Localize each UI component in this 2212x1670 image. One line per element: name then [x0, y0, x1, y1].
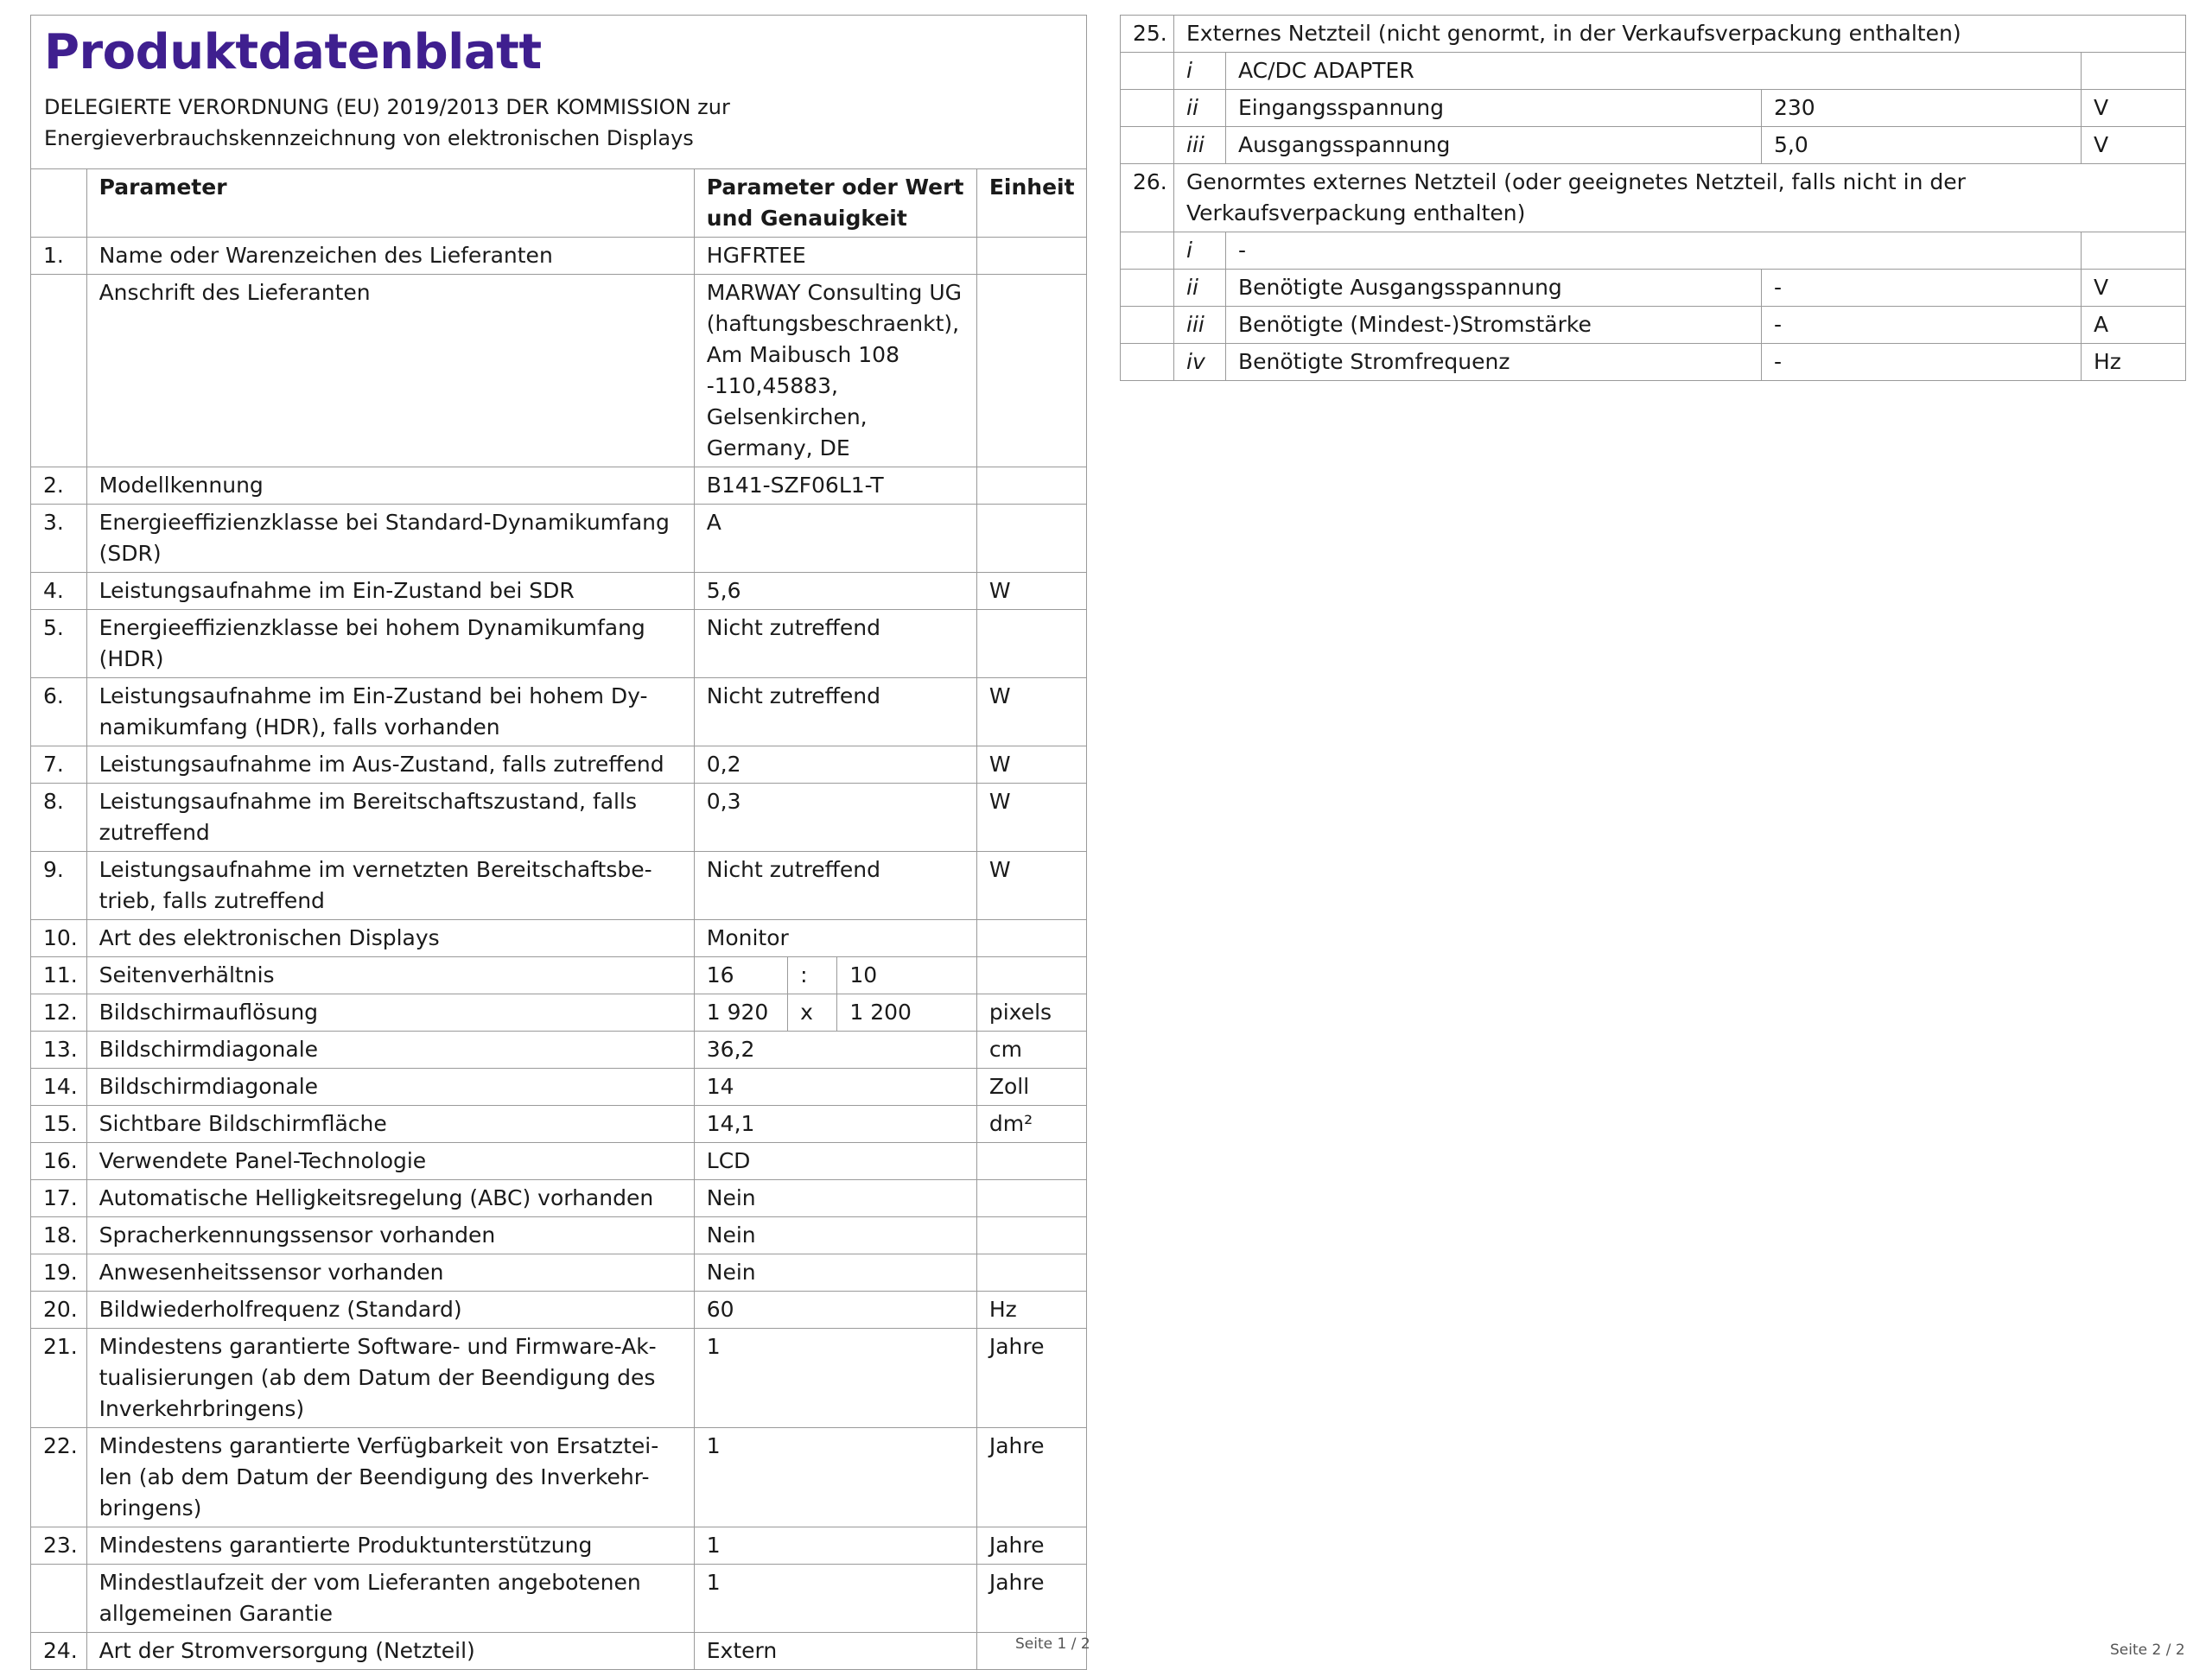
parameter-unit — [976, 920, 1086, 957]
table-row — [31, 1527, 1087, 1565]
parameter-value: Nicht zutreffend — [694, 610, 976, 678]
parameter-label: Mindestlaufzeit der vom Lieferanten angebotenen allgemeinen Garantie — [86, 1565, 694, 1633]
sub-item-number: iii — [1174, 307, 1226, 344]
parameter-label: Sichtbare Bildschirmfläche — [86, 1106, 694, 1143]
parameter-label: Bildwiederholfrequenz (Standard) — [86, 1292, 694, 1329]
power-supply-rows — [1121, 16, 2186, 381]
parameter-unit — [976, 467, 1086, 505]
row-number: 24. — [31, 1633, 87, 1670]
row-number: 3. — [31, 505, 87, 573]
parameter-value: A — [694, 505, 976, 573]
parameter-value: 1 — [694, 1428, 976, 1527]
row-number: 22. — [31, 1428, 87, 1527]
parameter-label: Bildschirmdiagonale — [86, 1069, 694, 1106]
table-row — [31, 1633, 1087, 1670]
row-spacer — [1121, 127, 1174, 164]
power-supply-table — [1120, 15, 2186, 381]
row-spacer — [1121, 53, 1174, 90]
parameter-value: 60 — [694, 1292, 976, 1329]
table-row — [31, 678, 1087, 746]
table-row — [31, 573, 1087, 610]
parameter-unit: dm² — [976, 1106, 1086, 1143]
table-row — [31, 994, 1087, 1032]
parameter-label: Mindestens garantierte Verfügbarkeit von Ersatztei-len (ab dem Datum der Beendigung des Inverkehr-bringens) — [86, 1428, 694, 1527]
table-row — [31, 1329, 1087, 1428]
row-number: 2. — [31, 467, 87, 505]
parameter-unit: W — [976, 746, 1086, 784]
sub-item-label: AC/DC ADAPTER — [1226, 53, 2082, 90]
parameter-label: Spracherkennungssensor vorhanden — [86, 1217, 694, 1254]
table-row — [1121, 270, 2186, 307]
table-row — [1121, 232, 2186, 270]
parameter-value: Nein — [694, 1180, 976, 1217]
table-row — [31, 1069, 1087, 1106]
parameter-unit — [976, 238, 1086, 275]
row-number: 18. — [31, 1217, 87, 1254]
row-spacer — [1121, 307, 1174, 344]
sub-item-value: 5,0 — [1762, 127, 2082, 164]
row-number: 10. — [31, 920, 87, 957]
parameter-value: Nicht zutreffend — [694, 678, 976, 746]
sub-item-unit: V — [2082, 90, 2186, 127]
table-row — [31, 920, 1087, 957]
table-row — [1121, 53, 2186, 90]
parameter-label: Verwendete Panel-Technologie — [86, 1143, 694, 1180]
row-number: 20. — [31, 1292, 87, 1329]
sub-item-label: Benötigte (Mindest-)Stromstärke — [1226, 307, 1762, 344]
parameter-label: Energieeffizienzklasse bei hohem Dynamikumfang (HDR) — [86, 610, 694, 678]
value-separator: : — [788, 957, 837, 994]
parameter-unit: W — [976, 573, 1086, 610]
parameter-unit: Jahre — [976, 1565, 1086, 1633]
parameter-unit — [976, 275, 1086, 467]
sub-item-number: iii — [1174, 127, 1226, 164]
row-number: 8. — [31, 784, 87, 852]
sub-item-unit: A — [2082, 307, 2186, 344]
parameter-value: Nein — [694, 1217, 976, 1254]
row-number: 1. — [31, 238, 87, 275]
parameter-label: Leistungsaufnahme im vernetzten Bereitschaftsbe-trieb, falls zutreffend — [86, 852, 694, 920]
table-row — [1121, 90, 2186, 127]
sub-item-label: - — [1226, 232, 2082, 270]
row-number: 11. — [31, 957, 87, 994]
parameter-unit — [976, 505, 1086, 573]
parameter-unit: W — [976, 784, 1086, 852]
row-number: 9. — [31, 852, 87, 920]
value-part-a: 1 920 — [694, 994, 787, 1032]
table-row — [31, 1292, 1087, 1329]
parameter-label: Energieeffizienzklasse bei Standard-Dynamikumfang (SDR) — [86, 505, 694, 573]
parameter-value: 0,2 — [694, 746, 976, 784]
table-row — [31, 852, 1087, 920]
parameter-label: Leistungsaufnahme im Aus-Zustand, falls zutreffend — [86, 746, 694, 784]
table-row — [31, 1254, 1087, 1292]
parameter-unit — [976, 1217, 1086, 1254]
page-number: Seite 2 / 2 — [2110, 1641, 2185, 1659]
value-separator: x — [788, 994, 837, 1032]
section-title: Genormtes externes Netzteil (oder geeignetes Netzteil, falls nicht in der Verkaufsverpackung enthalten) — [1174, 164, 2186, 232]
sub-item-unit — [2082, 53, 2186, 90]
parameter-label: Bildschirmdiagonale — [86, 1032, 694, 1069]
parameter-unit: Jahre — [976, 1329, 1086, 1428]
row-spacer — [1121, 270, 1174, 307]
section-header-row — [1121, 16, 2186, 53]
document-subtitle: DELEGIERTE VERORDNUNG (EU) 2019/2013 DER KOMMISSION zur Energieverbrauchskennzeichnung von elektronischen Displays — [44, 95, 730, 150]
parameter-value: 14,1 — [694, 1106, 976, 1143]
sub-item-number: iv — [1174, 344, 1226, 381]
parameter-value: 14 — [694, 1069, 976, 1106]
parameter-label: Seitenverhältnis — [86, 957, 694, 994]
row-number — [31, 1565, 87, 1633]
page-1 — [0, 0, 1106, 1663]
row-spacer — [1121, 344, 1174, 381]
parameter-unit — [976, 610, 1086, 678]
table-row — [31, 275, 1087, 467]
table-row — [31, 1217, 1087, 1254]
table-row — [31, 1180, 1087, 1217]
table-row — [31, 784, 1087, 852]
value-part-b: 1 200 — [837, 994, 976, 1032]
parameter-label: Leistungsaufnahme im Bereitschaftszustand, falls zutreffend — [86, 784, 694, 852]
section-number: 25. — [1121, 16, 1174, 53]
row-number: 14. — [31, 1069, 87, 1106]
sub-item-unit: Hz — [2082, 344, 2186, 381]
parameter-label: Bildschirmauflösung — [86, 994, 694, 1032]
parameter-value: 1 — [694, 1527, 976, 1565]
parameter-unit: Jahre — [976, 1527, 1086, 1565]
table-row — [31, 238, 1087, 275]
table-row — [31, 467, 1087, 505]
header-unit: Einheit — [976, 169, 1086, 238]
table-row — [31, 610, 1087, 678]
sub-item-value: - — [1762, 307, 2082, 344]
parameter-unit: Zoll — [976, 1069, 1086, 1106]
parameter-value: MARWAY Consulting UG (haftungsbeschraenkt), Am Maibusch 108 -110,45883, Gelsenkirchen, Germany, DE — [694, 275, 976, 467]
sub-item-label: Ausgangsspannung — [1226, 127, 1762, 164]
table-row — [1121, 127, 2186, 164]
table-header-row — [31, 169, 1087, 238]
table-row — [1121, 307, 2186, 344]
parameter-value: HGFRTEE — [694, 238, 976, 275]
row-number: 6. — [31, 678, 87, 746]
parameter-unit — [976, 957, 1086, 994]
sub-item-label: Benötigte Stromfrequenz — [1226, 344, 1762, 381]
parameter-unit: W — [976, 678, 1086, 746]
parameter-value: B141-SZF06L1-T — [694, 467, 976, 505]
table-row — [31, 1143, 1087, 1180]
row-number: 17. — [31, 1180, 87, 1217]
parameter-unit: W — [976, 852, 1086, 920]
sub-item-value: - — [1762, 270, 2082, 307]
parameter-label: Mindestens garantierte Produktunterstützung — [86, 1527, 694, 1565]
table-row — [1121, 344, 2186, 381]
section-title: Externes Netzteil (nicht genormt, in der Verkaufsverpackung enthalten) — [1174, 16, 2186, 53]
table-row — [31, 505, 1087, 573]
row-number: 23. — [31, 1527, 87, 1565]
table-row — [31, 1428, 1087, 1527]
parameter-unit: cm — [976, 1032, 1086, 1069]
parameter-unit: Hz — [976, 1292, 1086, 1329]
product-data-table — [30, 168, 1087, 1670]
header-value: Parameter oder Wert und Genauigkeit — [694, 169, 976, 238]
parameter-value: 36,2 — [694, 1032, 976, 1069]
sub-item-unit — [2082, 232, 2186, 270]
header-parameter: Parameter — [86, 169, 694, 238]
row-number — [31, 275, 87, 467]
table-row — [31, 957, 1087, 994]
parameter-value: Nicht zutreffend — [694, 852, 976, 920]
parameter-value: 1 — [694, 1329, 976, 1428]
parameter-label: Automatische Helligkeitsregelung (ABC) vorhanden — [86, 1180, 694, 1217]
parameter-unit: pixels — [976, 994, 1086, 1032]
sub-item-value: - — [1762, 344, 2082, 381]
parameter-label: Name oder Warenzeichen des Lieferanten — [86, 238, 694, 275]
parameter-value: 1 — [694, 1565, 976, 1633]
row-number: 12. — [31, 994, 87, 1032]
parameter-value: 0,3 — [694, 784, 976, 852]
parameter-value: Extern — [694, 1633, 976, 1670]
parameter-label: Modellkennung — [86, 467, 694, 505]
row-number: 15. — [31, 1106, 87, 1143]
parameter-value: 5,6 — [694, 573, 976, 610]
parameter-label: Anwesenheitssensor vorhanden — [86, 1254, 694, 1292]
sub-item-label: Benötigte Ausgangsspannung — [1226, 270, 1762, 307]
row-number: 13. — [31, 1032, 87, 1069]
value-part-b: 10 — [837, 957, 976, 994]
document-title: Produktdatenblatt — [44, 24, 542, 80]
row-number: 5. — [31, 610, 87, 678]
sub-item-number: i — [1174, 53, 1226, 90]
parameter-unit — [976, 1254, 1086, 1292]
sub-item-value: 230 — [1762, 90, 2082, 127]
sub-item-unit: V — [2082, 127, 2186, 164]
parameter-value: Monitor — [694, 920, 976, 957]
row-spacer — [1121, 232, 1174, 270]
sub-item-number: i — [1174, 232, 1226, 270]
page-number: Seite 1 / 2 — [1015, 1635, 1090, 1653]
parameter-unit: Jahre — [976, 1428, 1086, 1527]
sub-item-unit: V — [2082, 270, 2186, 307]
row-number: 4. — [31, 573, 87, 610]
parameter-label: Art des elektronischen Displays — [86, 920, 694, 957]
parameter-unit — [976, 1180, 1086, 1217]
table-row — [31, 746, 1087, 784]
table-row — [31, 1565, 1087, 1633]
parameter-unit — [976, 1143, 1086, 1180]
sub-item-number: ii — [1174, 270, 1226, 307]
header-number — [31, 169, 87, 238]
table-row — [31, 1032, 1087, 1069]
value-part-a: 16 — [694, 957, 787, 994]
parameter-label: Leistungsaufnahme im Ein-Zustand bei SDR — [86, 573, 694, 610]
product-data-rows — [31, 238, 1087, 1670]
parameter-value: Nein — [694, 1254, 976, 1292]
row-number: 7. — [31, 746, 87, 784]
section-number: 26. — [1121, 164, 1174, 232]
document-header — [30, 15, 1087, 168]
parameter-label: Leistungsaufnahme im Ein-Zustand bei hohem Dy-namikumfang (HDR), falls vorhanden — [86, 678, 694, 746]
row-number: 16. — [31, 1143, 87, 1180]
sub-item-label: Eingangsspannung — [1226, 90, 1762, 127]
table-row — [31, 1106, 1087, 1143]
row-number: 19. — [31, 1254, 87, 1292]
parameter-label: Art der Stromversorgung (Netzteil) — [86, 1633, 694, 1670]
parameter-value: LCD — [694, 1143, 976, 1180]
section-header-row — [1121, 164, 2186, 232]
parameter-label: Mindestens garantierte Software- und Firmware-Ak-tualisierungen (ab dem Datum der Beendigung des Inverkehrbringens) — [86, 1329, 694, 1428]
parameter-label: Anschrift des Lieferanten — [86, 275, 694, 467]
row-spacer — [1121, 90, 1174, 127]
sub-item-number: ii — [1174, 90, 1226, 127]
row-number: 21. — [31, 1329, 87, 1428]
